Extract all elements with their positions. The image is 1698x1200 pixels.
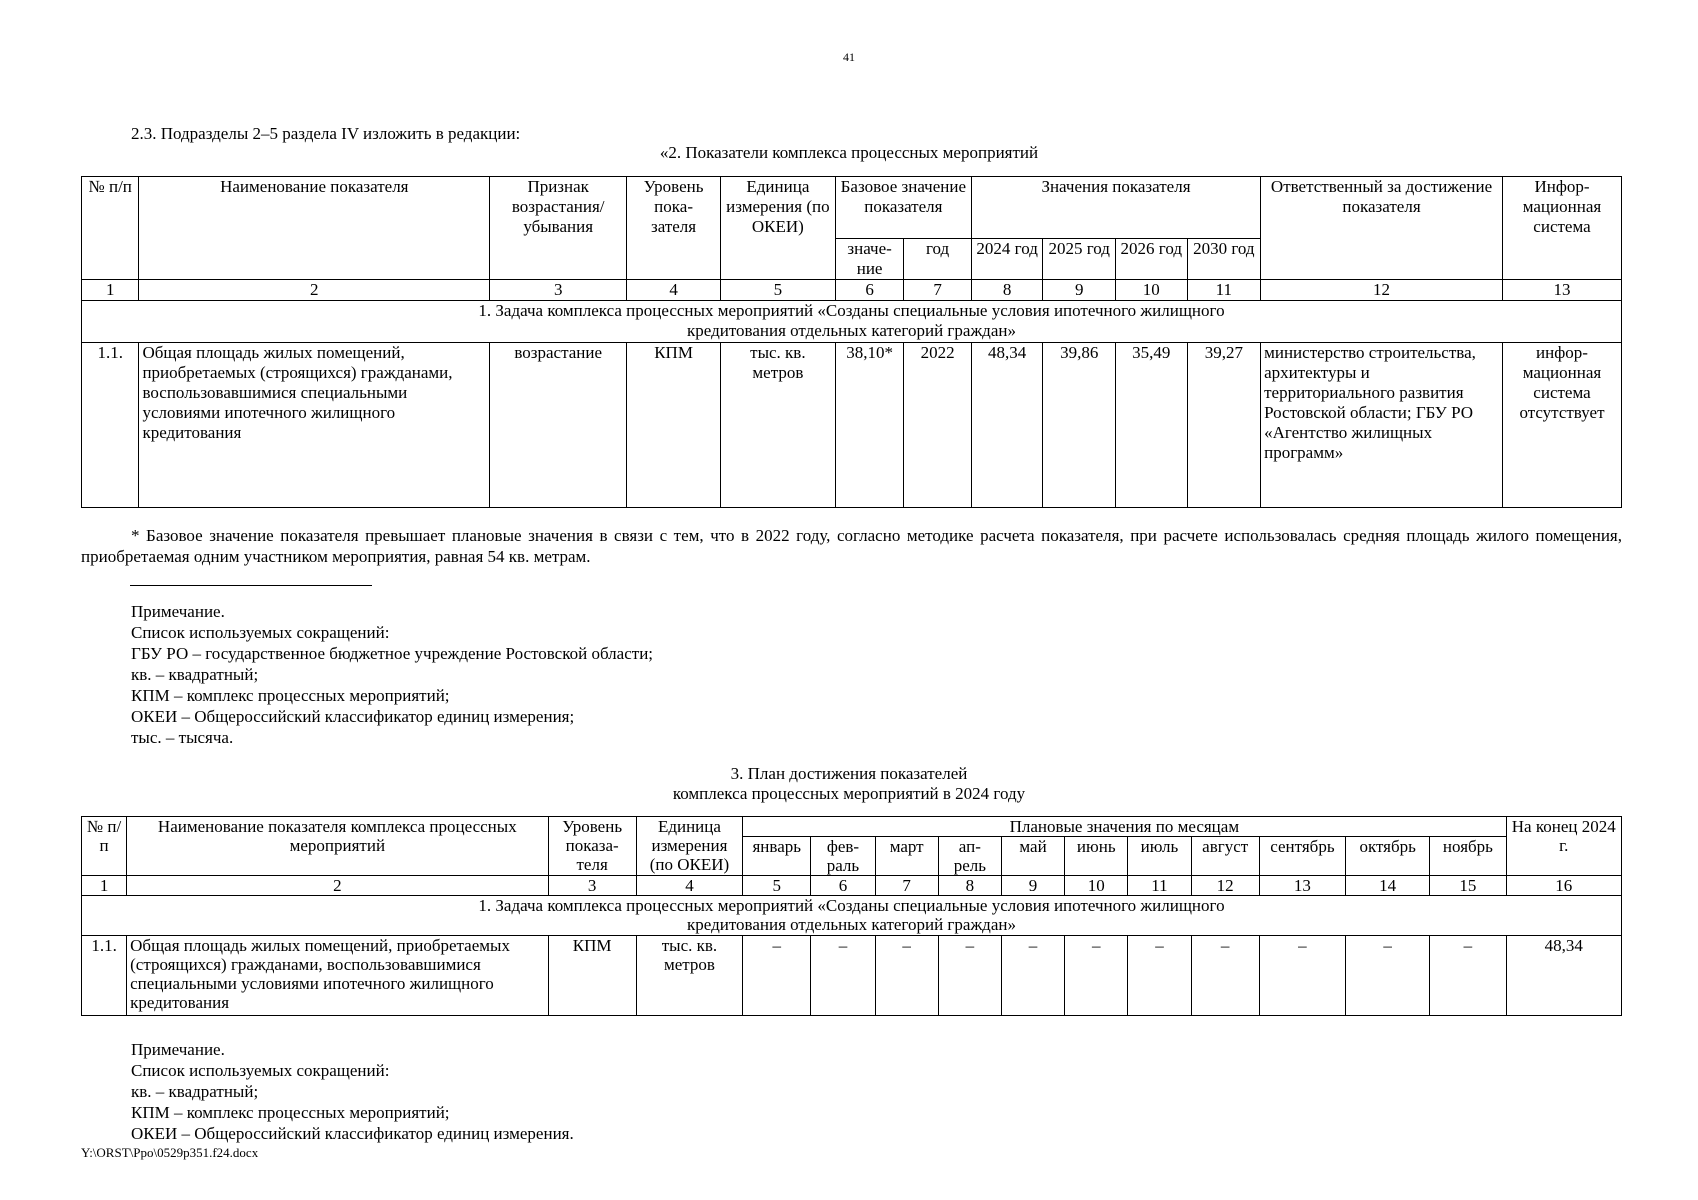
- row-month-value: –: [1001, 936, 1064, 1016]
- header-month: октябрь: [1346, 837, 1430, 876]
- header-month: март: [875, 837, 938, 876]
- notes-title: Примечание.: [131, 602, 225, 621]
- header-unit: Единица измерения (по ОКЕИ): [720, 177, 835, 280]
- task-row: 1. Задача комплекса процессных мероприятий «Созданы специальные условия ипотечного жилищного кредитования отдельных категорий граждан»: [82, 896, 1622, 936]
- row-2025: 39,86: [1043, 343, 1116, 508]
- col-number: 13: [1259, 876, 1345, 896]
- header-base-value: значе- ние: [835, 239, 904, 280]
- header-month: ап- рель: [938, 837, 1001, 876]
- col-number: 6: [835, 280, 904, 301]
- col-number: 1: [82, 876, 127, 896]
- col-number: 9: [1043, 280, 1116, 301]
- row-2026: 35,49: [1115, 343, 1187, 508]
- note-item: ГБУ РО – государственное бюджетное учреждение Ростовской области;: [131, 644, 654, 663]
- header-month: август: [1191, 837, 1259, 876]
- row-base-year: 2022: [904, 343, 972, 508]
- header-name: Наименование показателя комплекса процессных мероприятий: [127, 817, 548, 876]
- row-info-system: инфор- мационная система отсутствует: [1502, 343, 1621, 508]
- col-number: 7: [904, 280, 972, 301]
- col-number: 12: [1261, 280, 1503, 301]
- row-end-value: 48,34: [1506, 936, 1621, 1016]
- row-responsible: министерство строительства, архитектуры и территориального развития Ростовской области; ГБУ РО «Агентство жилищных программ»: [1261, 343, 1503, 508]
- header-2025: 2025 год: [1043, 239, 1116, 280]
- col-number: 13: [1502, 280, 1621, 301]
- header-month: май: [1001, 837, 1064, 876]
- col-number: 3: [490, 280, 627, 301]
- header-month: фев- раль: [811, 837, 875, 876]
- header-base: Базовое значение показателя: [835, 177, 971, 239]
- col-number: 11: [1187, 280, 1261, 301]
- col-number: 10: [1065, 876, 1128, 896]
- col-number: 3: [548, 876, 636, 896]
- page-number: 41: [843, 50, 855, 64]
- header-name: Наименование показателя: [139, 177, 490, 280]
- note-item: кв. – квадратный;: [131, 665, 259, 684]
- note-item: КПМ – комплекс процессных мероприятий;: [131, 1103, 450, 1122]
- task-row: 1. Задача комплекса процессных мероприятий «Созданы специальные условия ипотечного жилищного кредитования отдельных категорий граждан»: [82, 301, 1622, 343]
- header-month: январь: [743, 837, 811, 876]
- row-month-value: –: [743, 936, 811, 1016]
- header-num: № п/п: [82, 177, 139, 280]
- header-2026: 2026 год: [1115, 239, 1187, 280]
- notes-list-title: Список используемых сокращений:: [131, 623, 390, 642]
- row-month-value: –: [811, 936, 875, 1016]
- col-number: 11: [1128, 876, 1191, 896]
- header-month: ноябрь: [1430, 837, 1506, 876]
- col-number: 4: [636, 876, 742, 896]
- row-month-value: –: [1430, 936, 1506, 1016]
- header-month: июль: [1128, 837, 1191, 876]
- col-number: 2: [139, 280, 490, 301]
- row-month-value: –: [1191, 936, 1259, 1016]
- col-number: 15: [1430, 876, 1506, 896]
- header-2024: 2024 год: [971, 239, 1043, 280]
- header-2030: 2030 год: [1187, 239, 1261, 280]
- header-base-year: год: [904, 239, 972, 280]
- col-number: 1: [82, 280, 139, 301]
- col-number: 14: [1346, 876, 1430, 896]
- row-name: Общая площадь жилых помещений, приобретаемых (строящихся) гражданами, воспользовавшимися специальными условиями ипотечного жилищного кредитования: [127, 936, 548, 1016]
- header-end-of-year: На конец 2024 г.: [1506, 817, 1621, 876]
- notes-title: Примечание.: [131, 1040, 225, 1059]
- col-number: 5: [743, 876, 811, 896]
- row-base-value: 38,10*: [835, 343, 904, 508]
- section-3-title-line-1: 3. План достижения показателей: [730, 764, 968, 783]
- col-number: 9: [1001, 876, 1064, 896]
- file-path: Y:\ORST\Ppo\0529p351.f24.docx: [81, 1145, 259, 1160]
- header-level: Уровень показа- теля: [548, 817, 636, 876]
- footnote: * Базовое значение показателя превышает плановые значения в связи с тем, что в 2022 году, согласно методике расчета показателя, при расчете использовалась средняя площадь жилого помещения, приобретаемая одним участником мероприятия, равная 54 кв. метрам.: [81, 526, 1622, 566]
- row-num: 1.1.: [82, 936, 127, 1016]
- col-number: 5: [720, 280, 835, 301]
- row-month-value: –: [1128, 936, 1191, 1016]
- row-month-value: –: [938, 936, 1001, 1016]
- header-level: Уровень пока- зателя: [627, 177, 721, 280]
- notes-block-1: [131, 601, 653, 748]
- note-item: кв. – квадратный;: [131, 1082, 259, 1101]
- header-month: июнь: [1065, 837, 1128, 876]
- plan-table: [81, 816, 1622, 1016]
- col-number: 2: [127, 876, 548, 896]
- col-number: 10: [1115, 280, 1187, 301]
- notes-list-title: Список используемых сокращений:: [131, 1061, 390, 1080]
- header-values: Значения показателя: [971, 177, 1260, 239]
- row-month-value: –: [1259, 936, 1345, 1016]
- col-number: 7: [875, 876, 938, 896]
- header-responsible: Ответственный за достижение показателя: [1261, 177, 1503, 280]
- header-sign: Признак возрастания/ убывания: [490, 177, 627, 280]
- header-months: Плановые значения по месяцам: [743, 817, 1506, 837]
- note-item: ОКЕИ – Общероссийский классификатор единиц измерения;: [131, 707, 575, 726]
- separator-line: [130, 585, 372, 586]
- row-month-value: –: [1346, 936, 1430, 1016]
- header-month: сентябрь: [1259, 837, 1345, 876]
- row-sign: возрастание: [490, 343, 627, 508]
- row-month-value: –: [875, 936, 938, 1016]
- col-number: 4: [627, 280, 721, 301]
- row-level: КПМ: [627, 343, 721, 508]
- row-unit: тыс. кв. метров: [720, 343, 835, 508]
- col-number: 8: [971, 280, 1043, 301]
- intro-paragraph: 2.3. Подразделы 2–5 раздела IV изложить в редакции:: [131, 124, 521, 143]
- col-number: 8: [938, 876, 1001, 896]
- row-level: КПМ: [548, 936, 636, 1016]
- section-3-title-line-2: комплекса процессных мероприятий в 2024 году: [672, 784, 1026, 803]
- indicators-table: [81, 176, 1622, 508]
- row-month-value: –: [1065, 936, 1128, 1016]
- row-name: Общая площадь жилых помещений, приобретаемых (строящихся) гражданами, воспользовавшимися специальными условиями ипотечного жилищного кредитования: [139, 343, 490, 508]
- col-number: 12: [1191, 876, 1259, 896]
- row-2030: 39,27: [1187, 343, 1261, 508]
- note-item: КПМ – комплекс процессных мероприятий;: [131, 686, 450, 705]
- note-item: ОКЕИ – Общероссийский классификатор единиц измерения.: [131, 1124, 574, 1143]
- header-num: № п/п: [82, 817, 127, 876]
- row-num: 1.1.: [82, 343, 139, 508]
- col-number: 16: [1506, 876, 1621, 896]
- notes-block-2: [131, 1039, 574, 1144]
- header-info-system: Инфор- мационная система: [1502, 177, 1621, 280]
- row-2024: 48,34: [971, 343, 1043, 508]
- note-item: тыс. – тысяча.: [131, 728, 234, 747]
- row-unit: тыс. кв. метров: [636, 936, 742, 1016]
- col-number: 6: [811, 876, 875, 896]
- section-2-title: «2. Показатели комплекса процессных мероприятий: [659, 143, 1039, 162]
- header-unit: Единица измерения (по ОКЕИ): [636, 817, 742, 876]
